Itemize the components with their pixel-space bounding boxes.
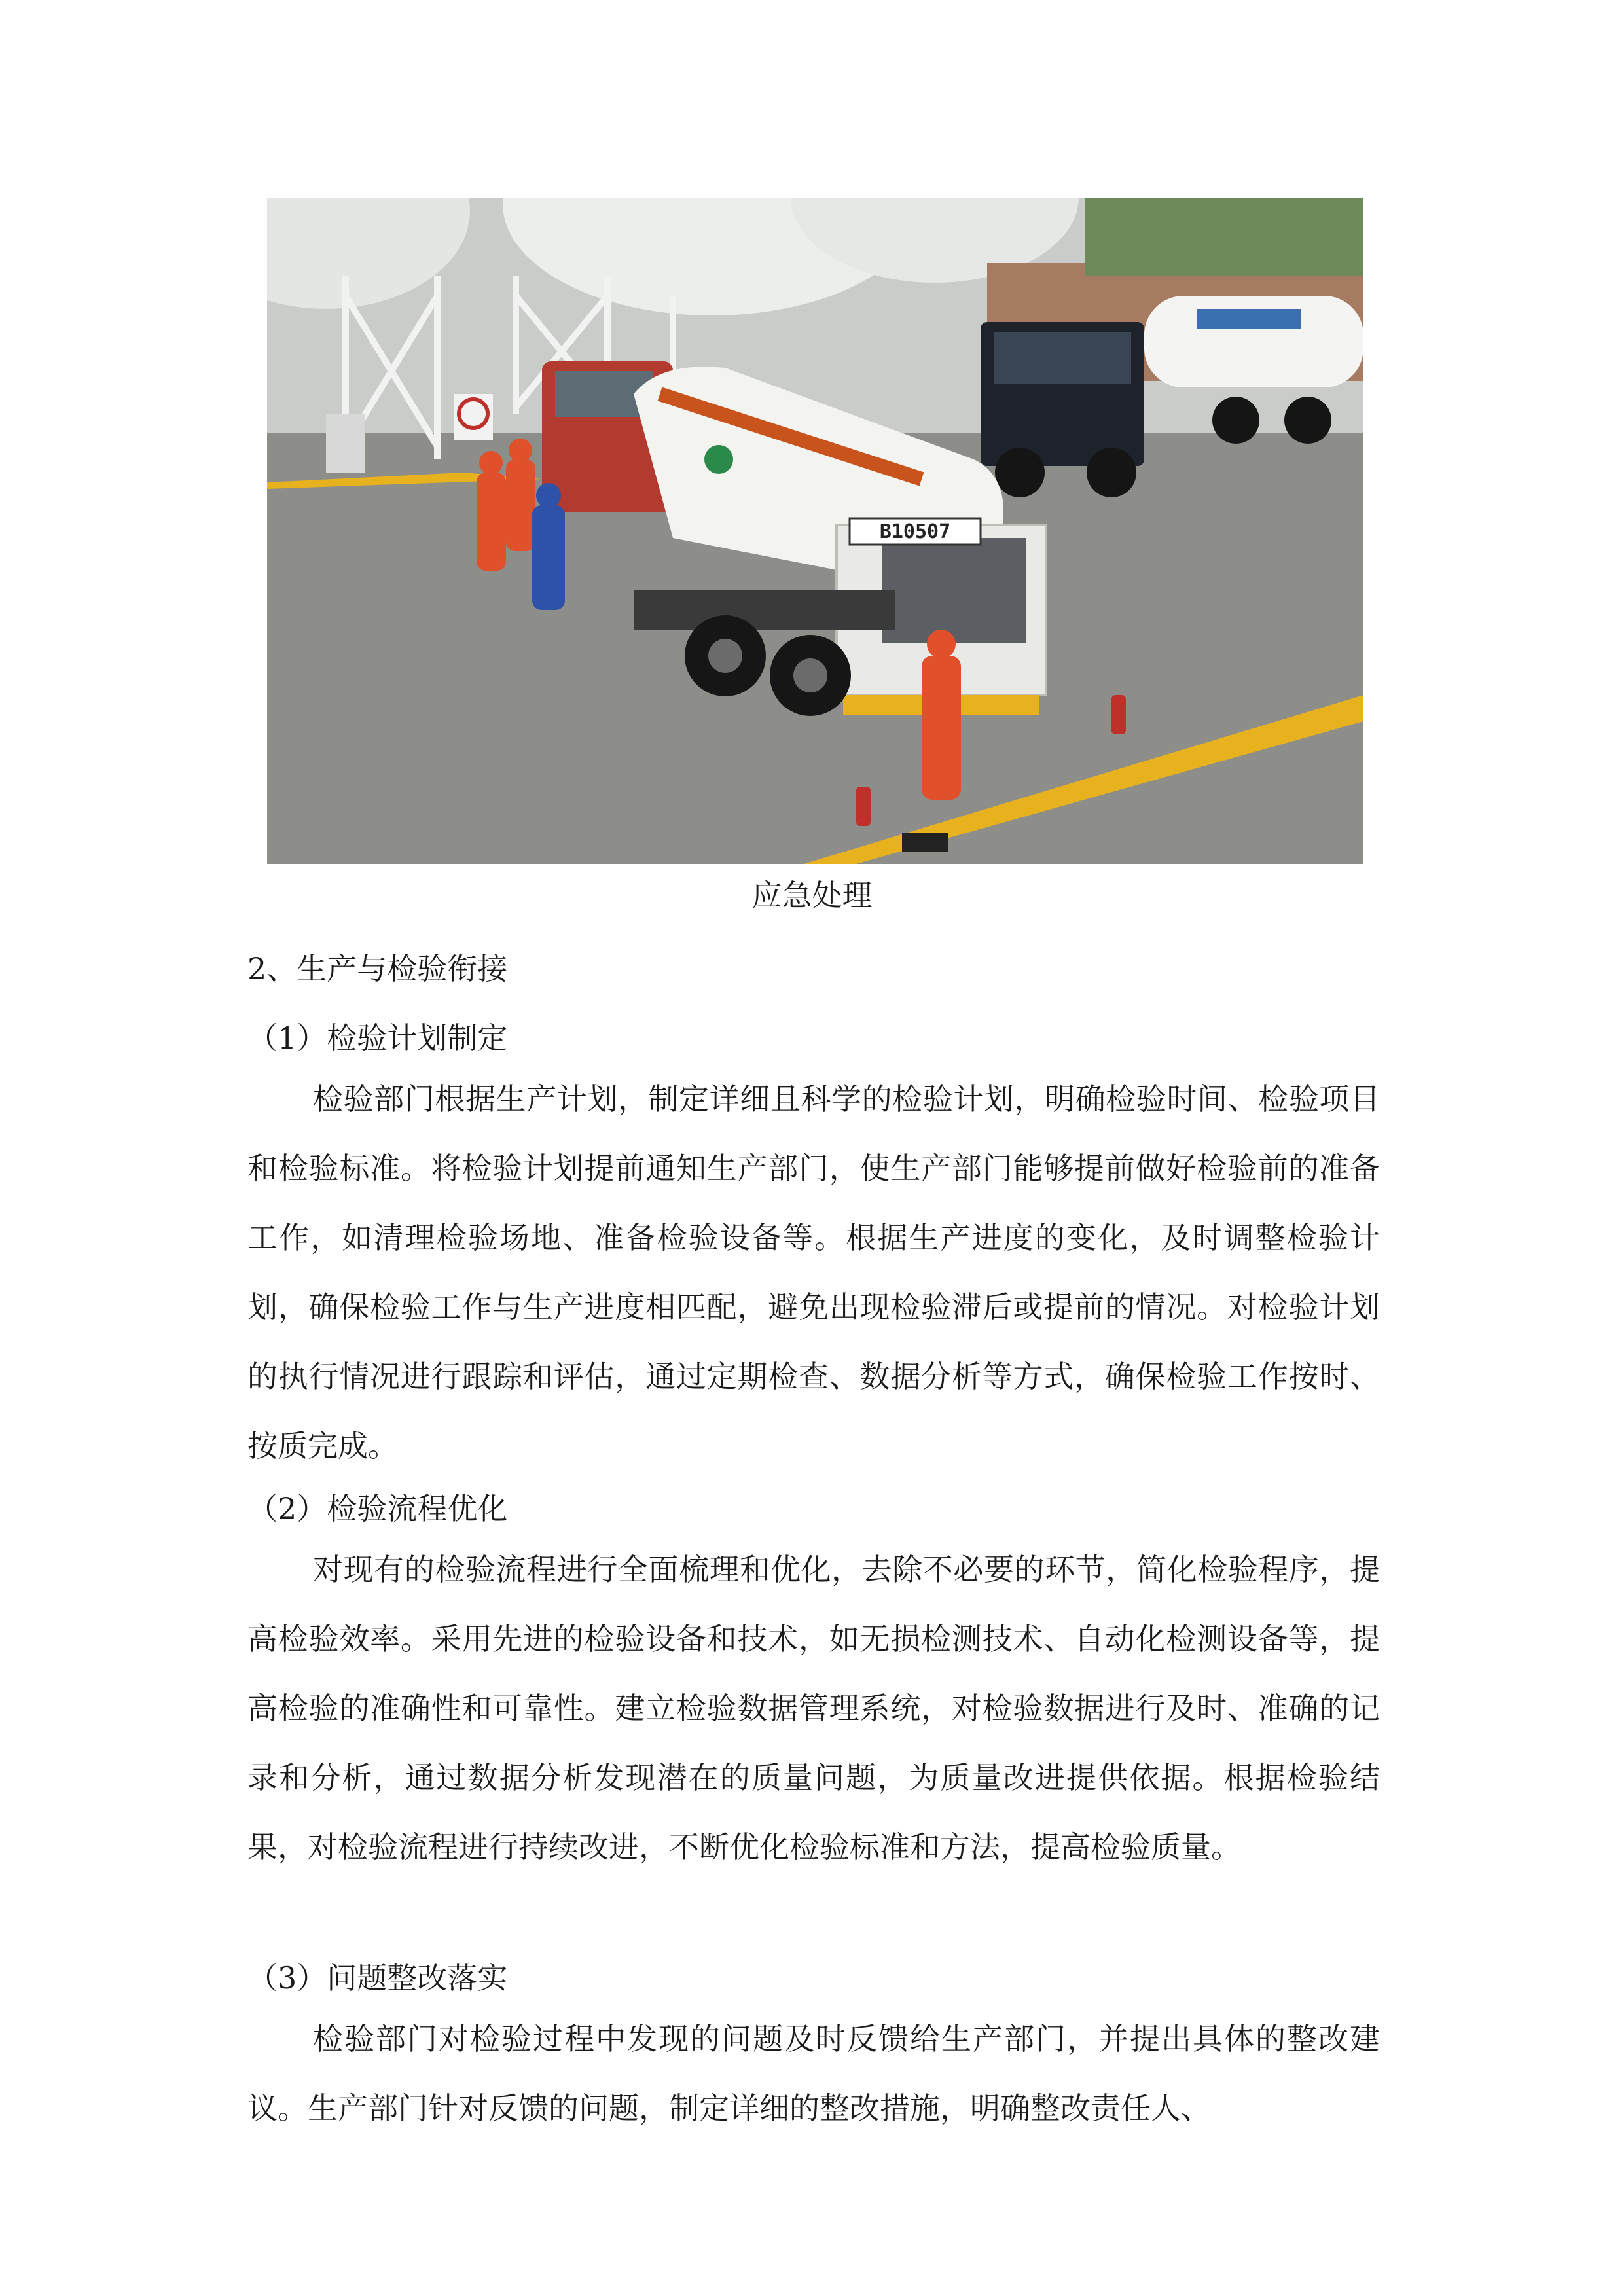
subsection-paragraph-2: 对现有的检验流程进行全面梳理和优化，去除不必要的环节，简化检验程序，提高检验效率。采用先进的检验设备和技术，如无损检测技术、自动化检测设备等，提高检验的准确性和可靠性。建立检验数据管理系统，对检验数据进行及时、准确的记录和分析，通过数据分析发现潜在的质量问题，为质量改进提供依据。根据检验结果，对检验流程进行持续改进，不断优化检验标准和方法，提高检验质量。 (247, 1552, 1380, 1865)
truck-plate: B10507 (879, 520, 951, 543)
emergency-photo (267, 198, 1363, 864)
subsection-paragraph-3: 检验部门对检验过程中发现的问题及时反馈给生产部门，并提出具体的整改建议。生产部门针对反馈的问题，制定详细的整改措施，明确整改责任人、 (247, 2021, 1380, 2126)
photo-illustration (267, 198, 1363, 864)
subsection-heading-1: （1）检验计划制定 (247, 1020, 508, 1056)
section-title: 2、生产与检验衔接 (247, 951, 508, 986)
subsection-heading-3: （3）问题整改落实 (247, 1960, 508, 1996)
subsection-paragraph-1: 检验部门根据生产计划，制定详细且科学的检验计划，明确检验时间、检验项目和检验标准。将检验计划提前通知生产部门，使生产部门能够提前做好检验前的准备工作，如清理检验场地、准备检验设备等。根据生产进度的变化，及时调整检验计划，确保检验工作与生产进度相匹配，避免出现检验滞后或提前的情况。对检验计划的执行情况进行跟踪和评估，通过定期检查、数据分析等方式，确保检验工作按时、按质完成。 (247, 1081, 1380, 1463)
figure-caption: 应急处理 (751, 878, 873, 913)
subsection-heading-2: （2）检验流程优化 (247, 1491, 508, 1526)
